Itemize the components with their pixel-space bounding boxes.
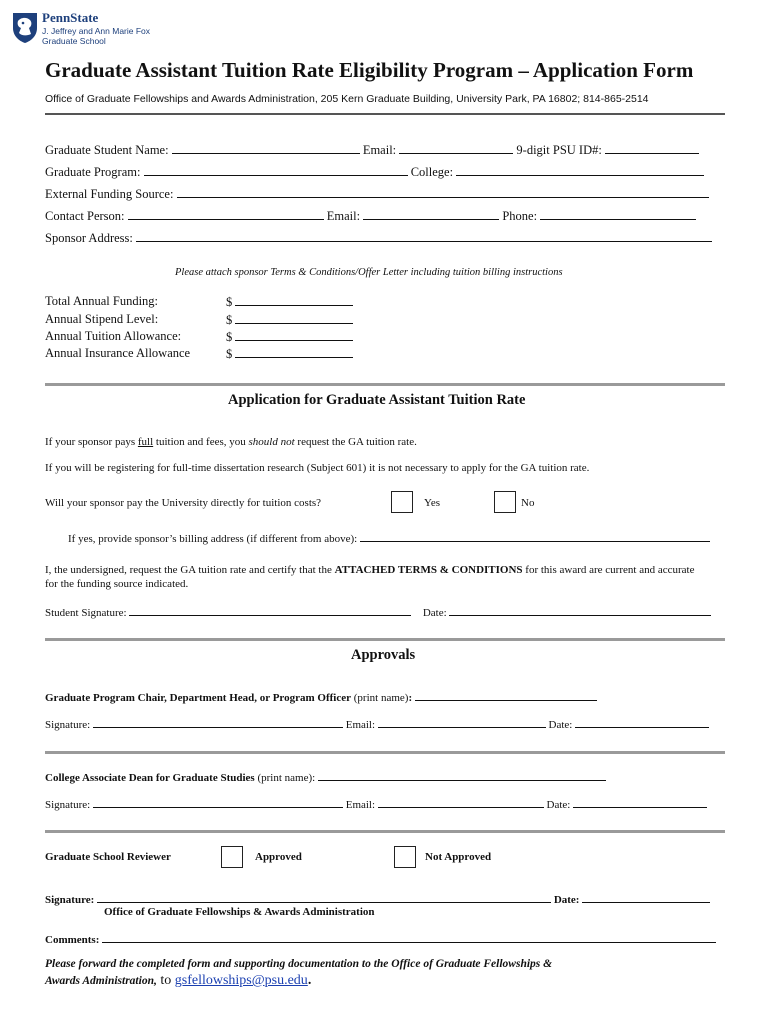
section-divider: [45, 383, 725, 386]
no-label: No: [521, 497, 535, 509]
contact-email-label: Email:: [326, 209, 361, 223]
currency-symbol: $: [226, 295, 233, 309]
sponsor-pay-question: Will your sponsor pay the University directly for tuition costs?: [45, 497, 322, 509]
currency-symbol: $: [226, 313, 233, 327]
billing-address-label: If yes, provide sponsor’s billing address (if different from above):: [68, 533, 358, 545]
approvals-heading: Approvals: [351, 647, 416, 663]
approved-checkbox[interactable]: [221, 846, 243, 868]
billing-address-row: [68, 531, 710, 545]
comments-field[interactable]: [102, 932, 716, 943]
cert-text: I, the undersigned, request the GA tuition rate and certify that the: [45, 564, 335, 576]
p1-text: If your sponsor pays: [45, 436, 138, 448]
approved-label: Approved: [255, 851, 302, 863]
attach-note: Please attach sponsor Terms & Conditions/Offer Letter including tuition billing instructions: [175, 267, 563, 278]
student-date-label: Date:: [422, 607, 447, 619]
certification-line-1: [45, 564, 694, 576]
funding-tuition-amount: [226, 329, 353, 345]
program-field[interactable]: [144, 164, 408, 176]
reviewer-date-label: Date:: [553, 894, 580, 906]
section-divider: [45, 638, 725, 641]
sponsor-address-field[interactable]: [136, 230, 712, 242]
billing-address-field[interactable]: [360, 531, 710, 542]
logo-school-line-2: Graduate School: [42, 36, 106, 46]
student-signature-field[interactable]: [129, 605, 411, 616]
chair-signature-field[interactable]: [93, 717, 343, 728]
application-paragraph-2: If you will be registering for full-time dissertation research (Subject 601) it is not necessary to apply for the GA tuition rate.: [45, 462, 590, 474]
chair-email-field[interactable]: [378, 717, 546, 728]
p1-text: tuition and fees, you: [153, 436, 249, 448]
student-signature-label: Student Signature:: [45, 607, 127, 619]
application-paragraph-1: [45, 436, 417, 448]
reviewer-signature-field[interactable]: [97, 892, 551, 903]
chair-email-label: Email:: [345, 719, 376, 731]
certification-line-2: for the funding source indicated.: [45, 578, 189, 590]
fellowships-email-link[interactable]: gsfellowships@psu.edu: [174, 973, 308, 988]
student-email-field[interactable]: [399, 142, 513, 154]
college-label: College:: [410, 165, 454, 179]
row-student: [45, 142, 699, 158]
colon: :: [408, 692, 413, 704]
section-divider: [45, 830, 725, 833]
student-date-field[interactable]: [449, 605, 711, 616]
funding-insurance-field[interactable]: [235, 346, 353, 358]
cert-text: for this award are current and accurate: [522, 564, 695, 576]
reviewer-label: Graduate School Reviewer: [45, 851, 171, 863]
funding-tuition-label: Annual Tuition Allowance:: [45, 329, 182, 343]
comments-row: [45, 932, 716, 946]
chair-signature-row: [45, 717, 709, 731]
chair-date-label: Date:: [548, 719, 573, 731]
yes-checkbox[interactable]: [391, 491, 413, 513]
row-program: [45, 164, 704, 180]
logo-school-line-1: J. Jeffrey and Ann Marie Fox: [42, 26, 151, 36]
footer-period: .: [307, 973, 312, 988]
cert-terms: ATTACHED TERMS & CONDITIONS: [334, 564, 523, 576]
dean-row: [45, 770, 606, 784]
funding-stipend-label: Annual Stipend Level:: [45, 312, 159, 326]
p1-full: full: [137, 436, 154, 448]
p1-text: request the GA tuition rate.: [294, 436, 417, 448]
p1-should-not: should not: [248, 436, 295, 448]
program-label: Graduate Program:: [45, 165, 141, 179]
not-approved-label: Not Approved: [425, 851, 492, 863]
funding-total-label: Total Annual Funding:: [45, 294, 159, 308]
college-field[interactable]: [456, 164, 704, 176]
dean-date-label: Date:: [546, 799, 571, 811]
footer-to: to: [156, 973, 175, 988]
office-address-line: Office of Graduate Fellowships and Awards Administration, 205 Kern Graduate Building, University Park, PA 16802; 814-865-2514: [45, 93, 649, 105]
footer-line-2: [45, 973, 311, 989]
footer-line-1: Please forward the completed form and supporting documentation to the Office of Graduate Fellowships &: [45, 958, 553, 970]
chair-date-field[interactable]: [575, 717, 709, 728]
currency-symbol: $: [226, 347, 233, 361]
comments-label: Comments:: [45, 934, 100, 946]
nittany-lion-shield-icon: [12, 12, 38, 44]
row-sponsor-address: [45, 230, 712, 246]
sponsor-address-label: Sponsor Address:: [45, 231, 133, 245]
no-checkbox[interactable]: [494, 491, 516, 513]
yes-label: Yes: [424, 497, 441, 509]
psu-id-label: 9-digit PSU ID#:: [516, 143, 602, 157]
student-signature-row: [45, 605, 711, 619]
dean-signature-label: Signature:: [45, 799, 91, 811]
funding-insurance-amount: [226, 346, 353, 362]
phone-label: Phone:: [502, 209, 538, 223]
funding-insurance-label: Annual Insurance Allowance: [45, 346, 191, 360]
dean-date-field[interactable]: [573, 797, 707, 808]
student-name-field[interactable]: [172, 142, 360, 154]
psu-id-field[interactable]: [605, 142, 699, 154]
chair-label: Graduate Program Chair, Department Head, or Program Officer: [45, 692, 351, 704]
dean-email-field[interactable]: [378, 797, 544, 808]
funding-total-field[interactable]: [235, 294, 353, 306]
title-divider: [45, 113, 725, 115]
print-name-label: (print name): [351, 692, 409, 704]
student-email-label: Email:: [362, 143, 397, 157]
contact-person-label: Contact Person:: [45, 209, 125, 223]
dean-label: College Associate Dean for Graduate Studies: [45, 772, 255, 784]
external-funding-label: External Funding Source:: [45, 187, 174, 201]
page-title: Graduate Assistant Tuition Rate Eligibility Program – Application Form: [45, 58, 694, 82]
psu-logo: [12, 10, 162, 46]
row-contact: [45, 208, 696, 224]
chair-row: [45, 690, 597, 704]
reviewer-signature-label: Signature:: [45, 894, 95, 906]
row-funding-source: [45, 186, 709, 202]
reviewer-signature-row: [45, 892, 710, 906]
currency-symbol: $: [226, 330, 233, 344]
funding-stipend-amount: [226, 312, 353, 328]
dean-name-field[interactable]: [318, 770, 606, 781]
dean-signature-field[interactable]: [93, 797, 343, 808]
funding-tuition-field[interactable]: [235, 329, 353, 341]
logo-pennstate: PennState: [42, 10, 99, 25]
dean-email-label: Email:: [345, 799, 376, 811]
office-caption: Office of Graduate Fellowships & Awards Administration: [104, 906, 375, 918]
application-heading: Application for Graduate Assistant Tuition Rate: [228, 392, 526, 408]
print-name-label: (print name):: [254, 772, 316, 784]
not-approved-checkbox[interactable]: [394, 846, 416, 868]
contact-email-field[interactable]: [363, 208, 499, 220]
phone-field[interactable]: [540, 208, 696, 220]
chair-name-field[interactable]: [415, 690, 597, 701]
funding-total-amount: [226, 294, 353, 310]
section-divider: [45, 751, 725, 754]
reviewer-date-field[interactable]: [582, 892, 710, 903]
dean-signature-row: [45, 797, 707, 811]
chair-signature-label: Signature:: [45, 719, 91, 731]
external-funding-field[interactable]: [177, 186, 709, 198]
funding-stipend-field[interactable]: [235, 312, 353, 324]
contact-person-field[interactable]: [128, 208, 324, 220]
student-name-label: Graduate Student Name:: [45, 143, 169, 157]
footer-text: Awards Administration,: [45, 975, 157, 987]
